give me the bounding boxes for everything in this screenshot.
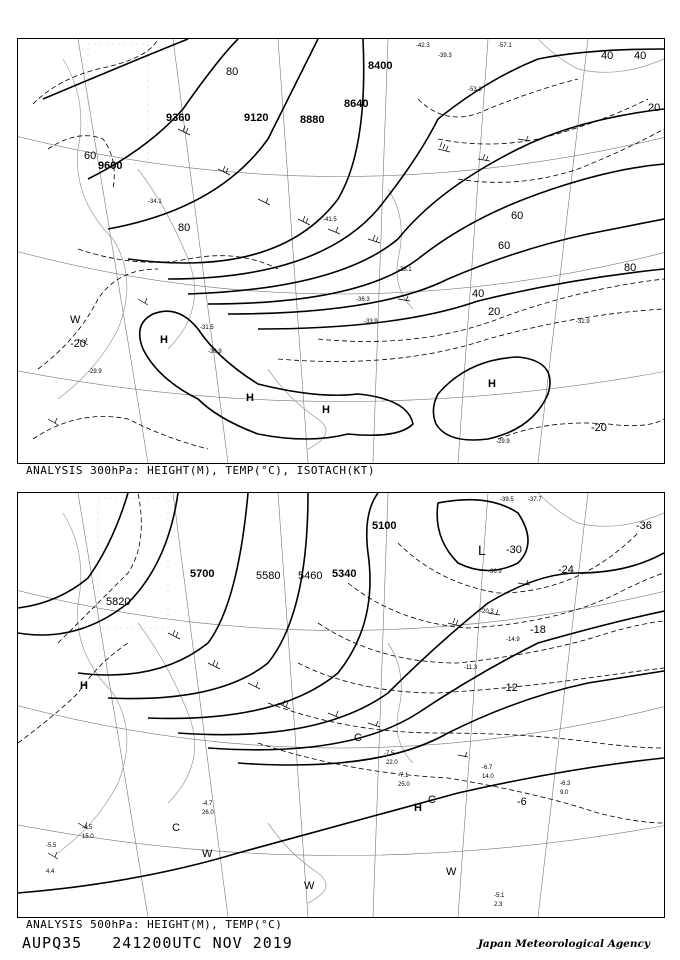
cold-center-marker: C (354, 732, 362, 744)
height-label: 5460 (298, 570, 323, 582)
height-label: 8880 (300, 114, 325, 126)
pressure-centers (80, 542, 486, 892)
station-value: -7.5 (384, 751, 395, 757)
station-value: -32.9 (576, 319, 590, 325)
station-values (88, 43, 590, 445)
station-value: 25.0 (398, 782, 410, 788)
height-label: 9360 (166, 112, 191, 124)
height-label: 9600 (98, 160, 123, 172)
station-value: -42.3 (416, 43, 430, 49)
station-value: -37.7 (528, 497, 542, 503)
height-label: 8400 (368, 60, 393, 72)
map-500hpa-canvas (18, 493, 664, 917)
temp-label: -12 (502, 682, 518, 694)
high-center-marker: H (246, 392, 254, 404)
isotach-label: 60 (84, 150, 97, 162)
station-values (46, 497, 571, 908)
temp-labels (502, 520, 652, 808)
stipple-area (88, 44, 148, 164)
station-value: -33.9 (364, 319, 378, 325)
height-label: 5340 (332, 568, 357, 580)
isotach-label: 60 (511, 210, 524, 222)
station-value: -7.1 (398, 773, 409, 779)
station-value: -34.1 (148, 199, 162, 205)
graticule (18, 39, 664, 463)
height-labels (98, 60, 392, 172)
temperature-contours (18, 493, 664, 823)
station-value: -41.5 (323, 217, 337, 223)
warm-center-marker: W (70, 314, 81, 326)
temp-label: -24 (558, 564, 574, 576)
wind-barbs (48, 580, 530, 859)
isotach-label: 40 (634, 50, 647, 62)
isotach-label: 40 (472, 288, 485, 300)
chart-500hpa-caption: ANALYSIS 500hPa: HEIGHT(M), TEMP(°C) (26, 918, 283, 931)
station-value: -5.5 (46, 843, 57, 849)
station-value: -5.1 (494, 893, 505, 899)
high-center-marker: H (322, 404, 330, 416)
temp-label: -36 (636, 520, 652, 532)
station-value: -4.7 (202, 801, 213, 807)
height-label: 9120 (244, 112, 269, 124)
temp-label: -20 (591, 422, 607, 434)
station-value: -30.9 (208, 349, 222, 355)
chart-300hpa-caption: ANALYSIS 300hPa: HEIGHT(M), TEMP(°C), ISOTACH(KT) (26, 464, 376, 477)
height-labels (106, 520, 396, 608)
station-value: -36.9 (488, 569, 502, 575)
station-value: 26.0 (202, 810, 214, 816)
station-value: -4.5 (82, 825, 93, 831)
product-header (22, 934, 293, 952)
height-label: 5100 (372, 520, 397, 532)
isotach-label: 40 (601, 50, 614, 62)
high-center-marker: H (414, 802, 422, 814)
station-value: -6.7 (482, 765, 493, 771)
height-label: 8640 (344, 98, 369, 110)
isotach-label: 80 (226, 66, 239, 78)
map-panel-500hpa (17, 492, 665, 918)
temp-label: -20 (70, 338, 86, 350)
temp-label: -18 (530, 624, 546, 636)
low-center-marker: L (478, 542, 486, 558)
product-code: AUPQ35 (22, 934, 83, 952)
isotach-labels (84, 50, 660, 318)
station-value: 9.0 (560, 790, 569, 796)
graticule (18, 493, 664, 917)
station-value: -20.3 (480, 609, 494, 615)
isotach-label: 20 (648, 102, 661, 114)
station-value: -53.3 (468, 87, 482, 93)
temp-label: -30 (506, 544, 522, 556)
temp-labels (70, 338, 607, 434)
height-contours (18, 493, 664, 893)
station-value: -31.5 (200, 325, 214, 331)
station-value: -39.5 (500, 497, 514, 503)
map-panel-300hpa (17, 38, 665, 464)
station-value: -11.3 (464, 665, 478, 671)
valid-time: 241200UTC NOV 2019 (112, 934, 293, 952)
station-value: -14.9 (506, 637, 520, 643)
warm-center-marker: W (304, 880, 315, 892)
height-label: 5580 (256, 570, 281, 582)
high-center-marker: H (488, 378, 496, 390)
warm-center-marker: W (446, 866, 457, 878)
cold-center-marker: C (428, 794, 436, 806)
isotach-label: 60 (498, 240, 511, 252)
station-value: 22.0 (386, 760, 398, 766)
height-label: 5700 (190, 568, 215, 580)
station-value: -6.3 (560, 781, 571, 787)
station-value: 4.4 (46, 869, 55, 875)
station-value: -38.1 (398, 267, 412, 273)
station-value: 2.3 (494, 902, 503, 908)
isotach-label: 80 (178, 222, 191, 234)
station-value: -39.3 (438, 53, 452, 59)
high-center-marker: H (160, 334, 168, 346)
isotach-label: 20 (488, 306, 501, 318)
warm-center-marker: W (202, 848, 213, 860)
height-label: 5820 (106, 596, 131, 608)
agency-name: Japan Meteorological Agency (477, 938, 650, 950)
temp-label: -6 (517, 796, 527, 808)
cold-center-marker: C (172, 822, 180, 834)
station-value: -29.9 (496, 439, 510, 445)
high-center-marker: H (80, 680, 88, 692)
station-value: 14.0 (482, 774, 494, 780)
station-value: -36.3 (356, 297, 370, 303)
station-value: -57.1 (498, 43, 512, 49)
map-300hpa-canvas (18, 39, 664, 463)
station-value: 15.0 (82, 834, 94, 840)
isotach-label: 80 (624, 262, 637, 274)
station-value: -29.9 (88, 369, 102, 375)
